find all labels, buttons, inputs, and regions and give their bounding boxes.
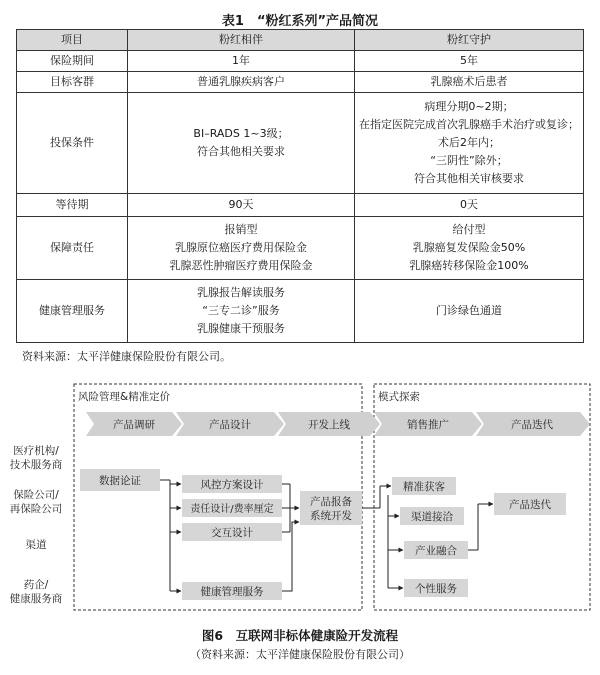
header-item: 项目: [17, 30, 128, 51]
cell: [128, 280, 355, 343]
cell: 0天: [355, 194, 584, 217]
role-label: 药企/: [23, 579, 49, 591]
header-pink-guardian: 粉红守护: [355, 30, 584, 51]
cell: 乳腺癌术后患者: [355, 72, 584, 93]
stage-label: 开发上线: [308, 419, 350, 431]
table-title: 表1 “粉红系列”产品简况: [221, 14, 379, 29]
cell-line: 乳腺原位癌医疗费用保险金: [175, 241, 307, 254]
cell-line: 给付型: [452, 223, 486, 236]
role-label: 再保险公司: [9, 503, 63, 515]
box-label: 精准获客: [403, 481, 445, 493]
role-label: 保险公司/: [13, 489, 59, 501]
box-label: 产业融合: [415, 545, 457, 557]
cell: [355, 217, 584, 280]
cell-line: 符合其他相关审核要求: [414, 172, 524, 185]
cell-line: 乳腺报告解读服务: [197, 286, 285, 299]
box-label: 产品报备: [310, 496, 352, 508]
figure-source: （资料来源：太平洋健康保险股份有限公司）: [190, 648, 410, 661]
box-label: 风控方案设计: [200, 479, 264, 491]
role-label: 健康服务商: [9, 593, 63, 605]
stage-label: 产品设计: [209, 419, 251, 431]
group-label-right: 模式探索: [378, 391, 420, 403]
table-row: [17, 280, 584, 343]
box-label: 产品迭代: [509, 499, 551, 511]
stage-label: 产品迭代: [511, 419, 553, 431]
row-label: 目标客群: [17, 72, 128, 93]
cell-line: “三专二诊”服务: [202, 304, 280, 317]
development-flow-diagram: [0, 378, 600, 623]
group-label-left: 风险管理&精准定价: [78, 391, 171, 403]
table-row: [17, 51, 584, 72]
row-label: 等待期: [17, 194, 128, 217]
cell: 90天: [128, 194, 355, 217]
cell-line: 乳腺癌转移保险金100%: [409, 259, 529, 272]
cell: 门诊绿色通道: [355, 280, 584, 343]
box-label: 渠道接洽: [411, 511, 453, 523]
role-label: 技术服务商: [9, 459, 63, 471]
row-label: 投保条件: [17, 93, 128, 194]
table-row: [17, 217, 584, 280]
row-label: 健康管理服务: [17, 280, 128, 343]
table-source: 资料来源：太平洋健康保险股份有限公司。: [22, 350, 231, 363]
cell: [355, 93, 584, 194]
stage-label: 产品调研: [113, 419, 155, 431]
box-label: 责任设计/费率厘定: [190, 504, 274, 515]
role-label: 渠道: [25, 539, 47, 551]
product-table: [16, 29, 584, 343]
cell-line: 乳腺恶性肿瘤医疗费用保险金: [169, 259, 313, 272]
figure-caption: 图6 互联网非标体健康险开发流程: [201, 628, 399, 643]
cell-line: BI–RADS 1~3级；: [193, 127, 289, 140]
row-label: 保障责任: [17, 217, 128, 280]
box-label: 个性服务: [415, 583, 457, 595]
cell-line: “三阴性”除外；: [430, 154, 508, 167]
cell-line: 在指定医院完成首次乳腺癌手术治疗或复诊；: [359, 118, 579, 131]
box-label: 交互设计: [211, 527, 253, 539]
stage-label: 销售推广: [407, 419, 449, 431]
row-label: 保险期间: [17, 51, 128, 72]
cell-line: 乳腺癌复发保险金50%: [412, 241, 526, 254]
cell-line: 报销型: [224, 223, 258, 236]
table-header-row: [17, 30, 584, 51]
table-row: [17, 72, 584, 93]
cell-line: 符合其他相关要求: [197, 145, 285, 158]
role-label: 医疗机构/: [13, 445, 59, 457]
cell: [128, 93, 355, 194]
cell: 普通乳腺疾病客户: [128, 72, 355, 93]
cell-line: 病理分期0~2期；: [424, 100, 514, 113]
box-label: 系统开发: [310, 510, 352, 522]
cell-line: 乳腺健康干预服务: [197, 322, 285, 335]
box-label: 健康管理服务: [200, 586, 264, 598]
table-row: [17, 194, 584, 217]
cell: 1年: [128, 51, 355, 72]
cell: 5年: [355, 51, 584, 72]
header-pink-companion: 粉红相伴: [128, 30, 355, 51]
cell-line: 术后2年内；: [438, 136, 500, 149]
box-label: 数据论证: [99, 475, 141, 487]
table-row: [17, 93, 584, 194]
cell: [128, 217, 355, 280]
